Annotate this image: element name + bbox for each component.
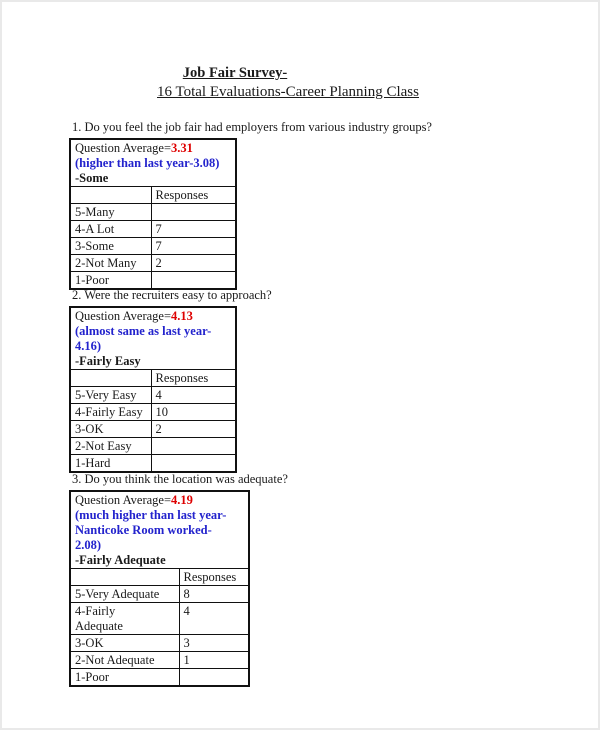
row-value-cell: 3 bbox=[179, 635, 249, 652]
row-value-cell: 10 bbox=[151, 404, 236, 421]
table-row bbox=[70, 387, 236, 404]
row-value-cell bbox=[151, 455, 236, 473]
empty-corner-cell bbox=[70, 370, 151, 387]
table-row bbox=[70, 455, 236, 473]
table-header-row bbox=[70, 139, 236, 187]
question-average-cell bbox=[70, 139, 236, 187]
question-1-text: 1. Do you feel the job fair had employers from various industry groups? bbox=[72, 120, 432, 134]
average-line bbox=[75, 493, 245, 508]
table-row bbox=[70, 204, 236, 221]
question-3-section bbox=[69, 472, 288, 687]
row-label-cell: 2-Not Many bbox=[70, 255, 151, 272]
table-row bbox=[70, 238, 236, 255]
average-line bbox=[75, 141, 232, 156]
row-label-cell: 2-Not Easy bbox=[70, 438, 151, 455]
question-3-table bbox=[69, 490, 250, 687]
table-row bbox=[70, 255, 236, 272]
summary-rating: -Some bbox=[75, 171, 109, 185]
table-row bbox=[70, 404, 236, 421]
row-value-cell bbox=[151, 204, 236, 221]
table-header-row bbox=[70, 491, 249, 569]
average-value: 4.19 bbox=[171, 493, 193, 507]
row-value-cell: 4 bbox=[151, 387, 236, 404]
row-label-cell: 4-A Lot bbox=[70, 221, 151, 238]
empty-corner-cell bbox=[70, 569, 179, 586]
comparison-note-line: (higher than last year-3.08) bbox=[75, 156, 220, 170]
row-label-wrapped: 4-Fairly Adequate bbox=[75, 604, 123, 633]
summary-rating: -Fairly Adequate bbox=[75, 553, 166, 567]
average-label: Question Average= bbox=[75, 493, 172, 507]
row-value-cell: 1 bbox=[179, 652, 249, 669]
row-label-cell: 1-Poor bbox=[70, 272, 151, 290]
question-average-cell bbox=[70, 307, 236, 370]
doc-title-row bbox=[2, 64, 598, 82]
question-2-text: 2. Were the recruiters easy to approach? bbox=[72, 288, 272, 302]
table-row bbox=[70, 221, 236, 238]
responses-header-cell: Responses bbox=[179, 569, 249, 586]
comparison-note-line: (almost same as last year- bbox=[75, 324, 212, 338]
question-2-section bbox=[69, 288, 272, 473]
row-label-cell: 5-Very Adequate bbox=[70, 586, 179, 603]
table-row bbox=[70, 438, 236, 455]
row-value-cell bbox=[179, 669, 249, 687]
table-row bbox=[70, 603, 249, 635]
row-value-cell: 4 bbox=[179, 603, 249, 635]
row-value-cell bbox=[151, 438, 236, 455]
row-label-cell: 5-Many bbox=[70, 204, 151, 221]
average-label: Question Average= bbox=[75, 141, 172, 155]
row-value-cell: 2 bbox=[151, 255, 236, 272]
responses-header-row bbox=[70, 187, 236, 204]
row-value-cell: 8 bbox=[179, 586, 249, 603]
row-label-cell: 3-OK bbox=[70, 421, 151, 438]
row-value-cell: 2 bbox=[151, 421, 236, 438]
responses-header-row bbox=[70, 569, 249, 586]
row-value-cell: 7 bbox=[151, 221, 236, 238]
empty-corner-cell bbox=[70, 187, 151, 204]
average-label: Question Average= bbox=[75, 309, 172, 323]
row-label-cell: 3-Some bbox=[70, 238, 151, 255]
question-2-table bbox=[69, 306, 237, 473]
comparison-note-line: (much higher than last year- bbox=[75, 508, 227, 522]
row-label-cell bbox=[70, 603, 179, 635]
row-label-cell: 2-Not Adequate bbox=[70, 652, 179, 669]
table-row bbox=[70, 421, 236, 438]
responses-header-cell: Responses bbox=[151, 370, 236, 387]
table-row bbox=[70, 635, 249, 652]
row-value-cell: 7 bbox=[151, 238, 236, 255]
table-row bbox=[70, 586, 249, 603]
row-label-cell: 1-Poor bbox=[70, 669, 179, 687]
table-row bbox=[70, 669, 249, 687]
row-label-cell: 3-OK bbox=[70, 635, 179, 652]
table-row bbox=[70, 652, 249, 669]
row-label-cell: 5-Very Easy bbox=[70, 387, 151, 404]
comparison-note-line: 4.16) bbox=[75, 339, 102, 353]
row-value-cell bbox=[151, 272, 236, 290]
comparison-note-line: 2.08) bbox=[75, 538, 102, 552]
table-row bbox=[70, 272, 236, 290]
table-header-row bbox=[70, 307, 236, 370]
responses-header-cell: Responses bbox=[151, 187, 236, 204]
row-label-cell: 1-Hard bbox=[70, 455, 151, 473]
question-3-text: 3. Do you think the location was adequate? bbox=[72, 472, 288, 486]
average-value: 3.31 bbox=[171, 141, 193, 155]
doc-title: Job Fair Survey- bbox=[182, 65, 288, 81]
summary-rating: -Fairly Easy bbox=[75, 354, 141, 368]
question-1-table bbox=[69, 138, 237, 290]
question-average-cell bbox=[70, 491, 249, 569]
doc-subtitle: 16 Total Evaluations-Career Planning Class bbox=[157, 84, 419, 100]
doc-subtitle-row bbox=[2, 83, 598, 101]
question-1-section bbox=[69, 120, 432, 290]
average-line bbox=[75, 309, 232, 324]
responses-header-row bbox=[70, 370, 236, 387]
row-label-cell: 4-Fairly Easy bbox=[70, 404, 151, 421]
comparison-note-line: Nanticoke Room worked- bbox=[75, 523, 212, 537]
average-value: 4.13 bbox=[171, 309, 193, 323]
